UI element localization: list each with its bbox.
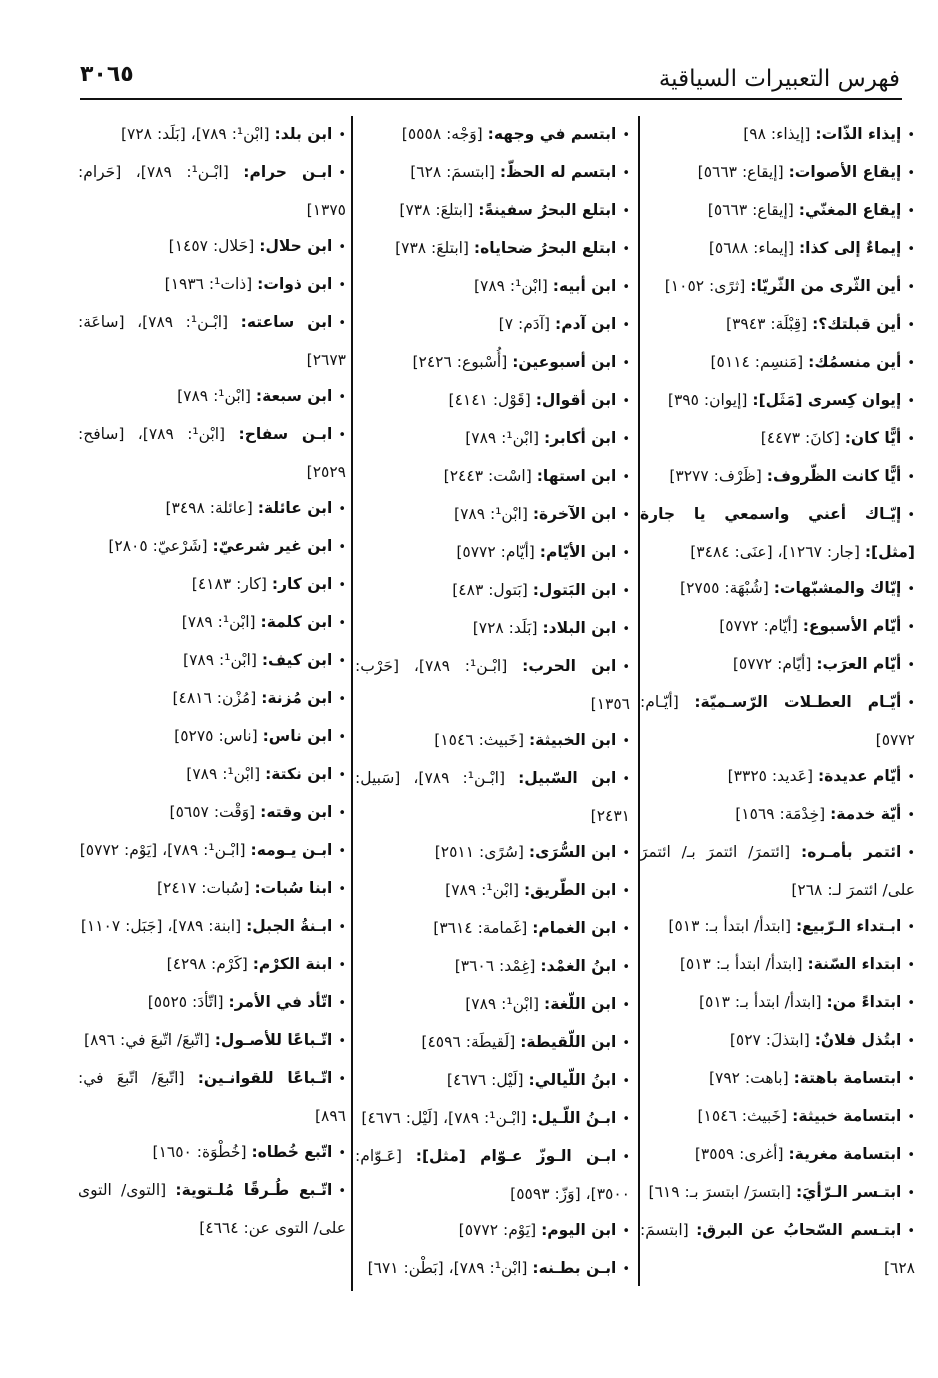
entry-term: ابن مُزنة: [261, 689, 333, 707]
entry-term: إيّـاك أعني واسمعي يا جارة [مثل]: [640, 505, 915, 561]
entry-term: ابن الحرب: [522, 657, 617, 675]
index-entry [640, 496, 915, 570]
entry-term: ابنا سُبات: [254, 879, 333, 897]
index-column-1 [640, 116, 915, 1286]
entry-term: ابن البلاد: [542, 619, 617, 637]
index-entry [640, 192, 915, 230]
entry-term: ابن آدم: [555, 315, 617, 333]
index-entry [640, 382, 915, 420]
entry-term: ابنُ اللّيالي: [528, 1071, 617, 1089]
entry-reference: [يَوْم: ٥٧٧٢] [458, 1221, 537, 1239]
index-entry [78, 604, 346, 642]
index-entry [355, 116, 630, 154]
index-entry [355, 344, 630, 382]
entry-reference: [إيماء: ٥٦٨٨] [708, 239, 795, 257]
entry-reference: [ابْـن¹: ٧٨٩]، [لَيْل: ٤٦٧٦] [361, 1109, 527, 1127]
index-entry [355, 1250, 630, 1288]
entry-reference: [غِمْد: ٣٦٠٦] [454, 957, 536, 975]
entry-reference: [إيقاع: ٥٦٦٣] [697, 163, 784, 181]
index-entry [355, 986, 630, 1024]
entry-term: ابن الخبيثة: [528, 731, 617, 749]
index-entry [640, 834, 915, 908]
index-entry [640, 946, 915, 984]
index-entry [355, 382, 630, 420]
entry-reference: [إيذاء: ٩٨] [743, 125, 811, 143]
page-number: ٣٠٦٥ [80, 62, 134, 87]
entry-reference: [وَقْت: ٥٦٥٧] [169, 803, 256, 821]
entry-term: ابن اللّغة: [544, 995, 617, 1013]
entry-term: ابن أقوال: [535, 391, 617, 409]
entry-term: أيّام عديدة: [817, 767, 902, 785]
index-entry [355, 760, 630, 834]
entry-reference: [عَديد: ٣٣٢٥] [727, 767, 814, 785]
index-entry [640, 1098, 915, 1136]
entry-term: ابن وقته: [260, 803, 333, 821]
entry-reference: [التوى/ التوى على/ التوى عن: ٤٦٦٤] [78, 1181, 346, 1237]
index-entry [640, 758, 915, 796]
entry-term: ابن نكتة: [265, 765, 333, 783]
index-entry [78, 832, 346, 870]
index-entry [78, 1172, 346, 1246]
entry-reference: [ابْن¹: ٧٨٩] [454, 505, 528, 523]
index-entry [78, 490, 346, 528]
index-entry [640, 1060, 915, 1098]
index-entry [640, 570, 915, 608]
entry-reference: [أيّام: ٥٧٧٢] [719, 617, 798, 635]
index-entry [355, 268, 630, 306]
entry-term: أيًّا كانت الظّروف: [766, 467, 902, 485]
index-column-3 [78, 116, 346, 1246]
entry-term: أيّـام العطـلات الرّسـميّة: [694, 693, 902, 711]
entry-reference: [أيّـام: ٥٧٧٢] [640, 693, 915, 749]
entry-term: ابن الغمام: [532, 919, 617, 937]
index-entry [355, 1100, 630, 1138]
entry-reference: [ناس: ٥٢٧٥] [174, 727, 258, 745]
entry-reference: [اتّبعَ/ اتّبعَ في: ٨٩٦] [84, 1031, 210, 1049]
index-entry [355, 1024, 630, 1062]
entry-reference: [بَلَد: ٧٢٨] [472, 619, 538, 637]
entry-reference: [آدَم: ٧] [498, 315, 551, 333]
index-entry [78, 984, 346, 1022]
index-entry [640, 1212, 915, 1286]
entry-reference: [ابْن¹: ٧٨٩]، [بَلَد: ٧٢٨] [120, 125, 270, 143]
entry-reference: [ذات¹: ١٩٣٦] [164, 275, 253, 293]
entry-reference: [كار: ٤١٨٣] [191, 575, 267, 593]
entry-reference: [ابْـن¹: ٧٨٩]، [حَرْب: ١٣٥٦] [355, 657, 630, 713]
entry-term: اتّأد في الأمر: [228, 993, 333, 1011]
entry-term: ابن عائلة: [257, 499, 333, 517]
entry-term: ابن ذوات: [257, 275, 333, 293]
index-entry [640, 420, 915, 458]
page-header [80, 62, 900, 96]
entry-term: ابتداء السّنة: [807, 955, 902, 973]
index-entry [355, 572, 630, 610]
entry-reference: [ابْن¹: ٧٨٩] [183, 651, 257, 669]
entry-reference: [ابْن¹: ٧٨٩] [465, 995, 540, 1013]
index-entry [355, 1212, 630, 1250]
entry-reference: [ابْـن¹: ٧٨٩]، [سَبيل: ٢٤٣١] [355, 769, 630, 825]
entry-term: ابـن الـوزّ عـوّام [مثل]: [415, 1147, 617, 1165]
entry-reference: [ابتلعَ: ٧٣٨] [399, 201, 474, 219]
entry-term: إيقاع الأصوات: [788, 163, 902, 181]
entry-term: ابن السّبيل: [518, 769, 617, 787]
index-entry [355, 948, 630, 986]
index-entry [78, 946, 346, 984]
entry-reference: [خَبيث: ١٥٤٦] [434, 731, 525, 749]
entry-term: اتّـبع طُـرقًا مُلـتوية: [175, 1181, 333, 1199]
index-entry [640, 984, 915, 1022]
entry-reference: [إيوان: ٣٩٥] [667, 391, 748, 409]
entry-reference: [ابْن¹: ٧٨٩] [177, 387, 251, 405]
entry-term: ابـنُ اللّـيل: [531, 1109, 617, 1127]
entry-reference: [اتّأدَ: ٥٥٢٥] [147, 993, 224, 1011]
entry-reference: [ابْن¹: ٧٨٩] [465, 429, 540, 447]
index-entry [640, 458, 915, 496]
entry-term: أيًّا كان: [844, 429, 902, 447]
index-entry [355, 872, 630, 910]
index-entry [355, 648, 630, 722]
index-entry [78, 528, 346, 566]
entry-reference: [ثرًى: ١٠٥٢] [664, 277, 746, 295]
entry-term: ابتسامة مغرية: [788, 1145, 902, 1163]
entry-term: ابـتداء الـرّبيع: [795, 917, 902, 935]
entry-reference: [بَتول: ٤٨٣] [452, 581, 528, 599]
entry-reference: [خَبيث: ١٥٤٦] [697, 1107, 788, 1125]
entry-term: ابن أسبوعين: [512, 353, 617, 371]
entry-reference: [قِبْلَة: ٣٩٤٣] [726, 315, 808, 333]
index-entry [355, 1138, 630, 1212]
entry-reference: [ابْن¹: ٧٨٩]، [بَطْن: ٦٧١] [367, 1259, 528, 1277]
index-entry [640, 908, 915, 946]
entry-term: إيماءٌ إلى كذا: [798, 239, 902, 257]
index-entry [640, 646, 915, 684]
index-entry [78, 566, 346, 604]
entry-reference: [ابتدأ/ ابتدأ بـ: ٥١٣] [679, 955, 803, 973]
entry-reference: [ابْن¹: ٧٨٩] [473, 277, 548, 295]
index-entry [355, 834, 630, 872]
entry-term: ابن الطّريق: [523, 881, 617, 899]
entry-term: ابـن حرام: [243, 163, 333, 181]
entry-reference: [سُرًى: ٢٥١١] [434, 843, 524, 861]
entry-term: ابتـسر الـرّأيَ: [795, 1183, 902, 1201]
index-entry [640, 1174, 915, 1212]
entry-term: ابن كيف: [261, 651, 333, 669]
entry-term: ابتداءً من: [826, 993, 902, 1011]
entry-term: إيقاع المغنّي: [798, 201, 902, 219]
entry-reference: [شَرْعيّ: ٢٨٠٥] [108, 537, 208, 555]
entry-term: إيذاء الذّات: [815, 125, 902, 143]
index-entry [355, 722, 630, 760]
index-entry [78, 266, 346, 304]
entry-reference: [ابْن¹: ٧٨٩] [181, 613, 256, 631]
entry-term: ابن ساعته: [240, 313, 333, 331]
entry-term: ابن استها: [536, 467, 617, 485]
entry-reference: [ابتذلَ: ٥٢٧] [729, 1031, 810, 1049]
index-entry [355, 154, 630, 192]
entry-reference: [ابْـن¹: ٧٨٩]، [يَوْم: ٥٧٧٢] [79, 841, 246, 859]
entry-term: ابن الآخرة: [532, 505, 617, 523]
entry-reference: [أغرى: ٣٥٥٩] [694, 1145, 784, 1163]
entry-term: ابن كلمة: [260, 613, 333, 631]
entry-reference: [أُسْبوع: ٢٤٢٦] [412, 353, 508, 371]
index-entry [78, 378, 346, 416]
entry-term: ابـنةُ الجبل: [246, 917, 333, 935]
index-entry [640, 1022, 915, 1060]
entry-term: ابتلع البحرُ سفينةً: [478, 201, 617, 219]
index-entry [78, 116, 346, 154]
index-entry [355, 420, 630, 458]
entry-term: ابن أكابر: [544, 429, 617, 447]
entry-term: اتّـباعًا للأصـول: [214, 1031, 333, 1049]
entry-term: ابتسم في وجهه: [487, 125, 617, 143]
entry-reference: [لَقيطَة: ٤٥٩٦] [421, 1033, 516, 1051]
index-entry [640, 230, 915, 268]
index-entry [78, 794, 346, 832]
entry-reference: [ظَرْف: ٣٢٧٧] [669, 467, 762, 485]
index-entry [355, 192, 630, 230]
index-entry [355, 306, 630, 344]
index-entry [640, 344, 915, 382]
entry-term: ابن الأيّام: [539, 543, 617, 561]
index-entry [355, 610, 630, 648]
index-entry [78, 718, 346, 756]
page-title: فهرس التعبيرات السياقية [658, 66, 900, 92]
index-entry [640, 268, 915, 306]
entry-term: ابن أبيه: [552, 277, 617, 295]
column-divider-left [351, 116, 353, 1291]
index-entry [78, 642, 346, 680]
entry-term: أين الثّرى من الثّريّا: [750, 277, 902, 295]
entry-reference: [وَجْه: ٥٥٥٨] [401, 125, 483, 143]
entry-reference: [عَـوّام: ٣٥٠٠]، [وَزّ: ٥٥٩٣] [355, 1147, 630, 1203]
entry-reference: [كانَ: ٤٤٧٣] [760, 429, 840, 447]
entry-reference: [مَنسِم: ٥١١٤] [710, 353, 804, 371]
entry-term: ابـن يـومه: [250, 841, 333, 859]
entry-term: ابتسامة خبيثة: [792, 1107, 902, 1125]
entry-term: ابن كار: [271, 575, 333, 593]
entry-term: ابن اللّقيطة: [520, 1033, 617, 1051]
index-entry [355, 1062, 630, 1100]
entry-reference: [ابْن¹: ٧٨٩]، [سافح: ٢٥٢٩] [78, 425, 346, 481]
index-entry [78, 1060, 346, 1134]
entry-reference: [إيقاع: ٥٦٦٣] [707, 201, 794, 219]
entry-reference: [ابْـن¹: ٧٨٩]، [حَرام: ١٣٧٥] [78, 163, 346, 219]
index-entry [640, 1136, 915, 1174]
entry-term: ابنُ الغمْد: [540, 957, 617, 975]
entry-reference: [قَوْل: ٤١٤١] [448, 391, 531, 409]
entry-term: اتّـباعًا للقوانـين: [197, 1069, 333, 1087]
entry-reference: [ابتسمَ: ٦٢٨] [410, 163, 495, 181]
entry-reference: [شُبْهَة: ٢٧٥٥] [680, 579, 769, 597]
entry-term: ابتسامة باهتة: [793, 1069, 902, 1087]
index-entry [640, 608, 915, 646]
entry-term: ابن ناس: [262, 727, 333, 745]
entry-reference: [ابْن¹: ٧٨٩] [445, 881, 520, 899]
index-entry [78, 228, 346, 266]
index-entry [355, 534, 630, 572]
entry-reference: [اسْت: ٢٤٤٣] [443, 467, 532, 485]
entry-term: أين منسمُك: [808, 353, 902, 371]
index-entry [78, 1022, 346, 1060]
entry-reference: [ابتسمَ: ٦٢٨] [640, 1221, 915, 1277]
index-entry [640, 306, 915, 344]
index-entry [355, 910, 630, 948]
entry-term: ابن حلال: [259, 237, 333, 255]
entry-term: إيوان كِسرى [مَثَل]: [752, 391, 902, 409]
entry-reference: [غَمامة: ٣٦١٤] [433, 919, 528, 937]
entry-reference: [خِدْمَة: ١٥٦٩] [735, 805, 826, 823]
index-entry [355, 458, 630, 496]
entry-term: أيّام الأسبوع: [802, 617, 902, 635]
entry-term: ابن السُّرَى: [528, 843, 617, 861]
index-column-2 [355, 116, 630, 1288]
entry-reference: [أيّام: ٥٧٧٢] [732, 655, 812, 673]
index-entry [640, 796, 915, 834]
entry-reference: [ابْن¹: ٧٨٩] [186, 765, 261, 783]
entry-reference: [ابْـن¹: ٧٨٩]، [ساعَة: ٢٦٧٣] [78, 313, 346, 369]
index-entry [78, 154, 346, 228]
entry-reference: [ابنة: ٧٨٩]، [جَبَل: ١١٠٧] [80, 917, 242, 935]
entry-reference: [اتّبعَ/ اتّبعَ في: ٨٩٦] [78, 1069, 346, 1125]
entry-reference: [باهت: ٧٩٢] [708, 1069, 789, 1087]
entry-term: ابن بلد: [274, 125, 333, 143]
index-entry [640, 684, 915, 758]
index-entry [78, 756, 346, 794]
index-entry [355, 230, 630, 268]
entry-term: ابن اليوم: [541, 1221, 617, 1239]
entry-term: إيّاك والمشبّهات: [773, 579, 902, 597]
index-entry [78, 1134, 346, 1172]
entry-term: ابنة الكرْم: [252, 955, 333, 973]
entry-term: ابن غير شرعيّ: [212, 537, 333, 555]
index-entry [78, 870, 346, 908]
index-entry [640, 116, 915, 154]
entry-reference: [ابتلعَ: ٧٣٨] [395, 239, 469, 257]
entry-term: ابن سبعة: [255, 387, 333, 405]
entry-reference: [ابتدأ/ ابتدأ بـ: ٥١٣] [668, 917, 792, 935]
entry-reference: [عائلة: ٣٤٩٨] [165, 499, 253, 517]
entry-term: أين قبلتك؟: [812, 315, 902, 333]
entry-term: ابن البَتول: [532, 581, 617, 599]
entry-term: ابـن سفاح: [238, 425, 333, 443]
header-rule [80, 98, 902, 100]
entry-term: ائتمر بأمـره: [801, 843, 902, 861]
entry-reference: [لَيْل: ٤٦٧٦] [446, 1071, 524, 1089]
index-entry [78, 680, 346, 718]
entry-term: أيّام العرَب: [816, 655, 902, 673]
index-entry [355, 496, 630, 534]
entry-term: ابتـسم السّحابُ عن البرق: [696, 1221, 902, 1239]
entry-term: اتّبع خُطاه: [251, 1143, 333, 1161]
index-entry [640, 154, 915, 192]
entry-term: أيّة خدمة: [830, 805, 902, 823]
entry-reference: [كَرْم: ٤٢٩٨] [166, 955, 248, 973]
index-entry [78, 304, 346, 378]
index-entry [78, 908, 346, 946]
entry-reference: [أيّام: ٥٧٧٢] [456, 543, 535, 561]
entry-term: ابـن بطـنه: [532, 1259, 617, 1277]
entry-reference: [حَلال: ١٤٥٧] [168, 237, 255, 255]
entry-term: ابتسم له الحظّ: [499, 163, 617, 181]
entry-reference: [ابتسرَ/ ابتسرَ بـ: ٦١٩] [648, 1183, 792, 1201]
entry-reference: [ائتمرَ/ ائتمرَ بـ/ ائتمرَ على/ ائتمرَ لـ: ٢٦٨] [640, 843, 915, 899]
entry-reference: [سُبات: ٢٤١٧] [156, 879, 250, 897]
entry-term: ابتلع البحرُ ضحاياه: [473, 239, 617, 257]
index-entry [78, 416, 346, 490]
entry-term: ابتُذل فلانٌ: [814, 1031, 902, 1049]
entry-reference: [مُزْن: ٤٨١٦] [172, 689, 257, 707]
entry-reference: [خُطْوَة: ١٦٥٠] [152, 1143, 247, 1161]
entry-reference: [جار: ١٢٦٧]، [عنَى: ٣٤٨٤] [690, 543, 860, 561]
entry-reference: [ابتدأ/ ابتدأ بـ: ٥١٣] [698, 993, 822, 1011]
